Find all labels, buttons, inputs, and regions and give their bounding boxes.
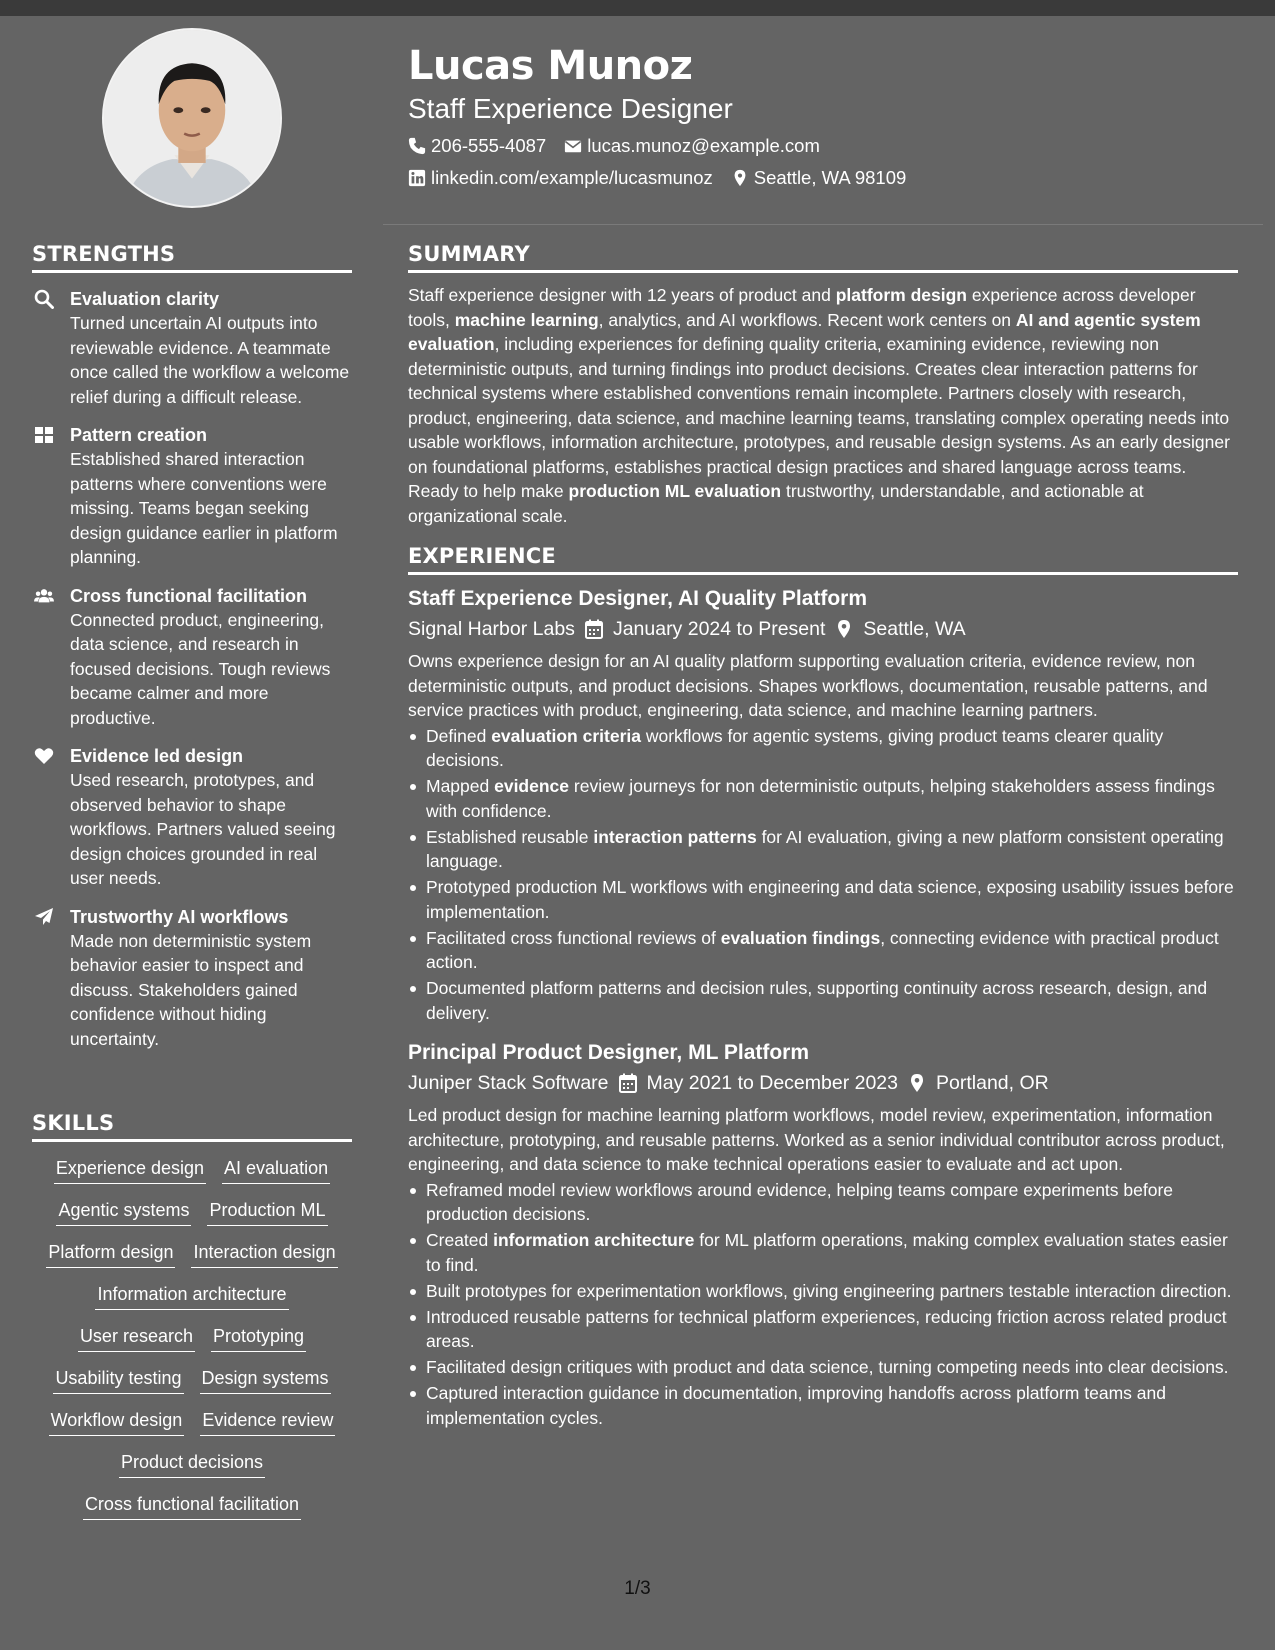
strength-description: Established shared interaction patterns where conventions were missing. Teams began seeking design guidance earlier in platform planning. bbox=[70, 449, 338, 567]
text-run: Defined bbox=[426, 725, 492, 746]
text-run: Reframed model review workflows around evidence, helping teams compare experiments before production decisions. bbox=[426, 1179, 1174, 1224]
top-bar bbox=[0, 0, 1275, 16]
bullet-item bbox=[408, 1228, 1238, 1277]
summary-heading: SUMMARY bbox=[408, 242, 1238, 273]
strength-evaluation-clarity bbox=[32, 287, 352, 409]
text-run: review journeys for non deterministic outputs, helping stakeholders assess findings with confidence. bbox=[426, 776, 1215, 821]
bullet-item bbox=[408, 825, 1238, 874]
summary-text bbox=[408, 283, 1238, 528]
bullet-item bbox=[408, 1305, 1238, 1354]
resume-page bbox=[0, 16, 1275, 1650]
phone-number: 206-555-4087 bbox=[431, 135, 547, 156]
emphasis-text: interaction patterns bbox=[593, 826, 757, 847]
job-description: Led product design for machine learning platform workflows, model review, experimentation, information architecture, prototyping, and reusable patterns. Worked as a senior individual contributor across product, engineering, and data science to make technical operations easier to evaluate and act upon. bbox=[408, 1105, 1225, 1174]
skill-tag: Interaction design bbox=[191, 1239, 337, 1268]
text-run: Prototyped production ML workflows with engineering and data science, exposing usability issues before implementation. bbox=[426, 877, 1234, 922]
users-icon bbox=[34, 586, 54, 606]
linkedin-contact[interactable] bbox=[408, 166, 713, 190]
map-pin-icon bbox=[835, 619, 853, 639]
skills-section bbox=[32, 1111, 352, 1520]
bullet-item bbox=[408, 875, 1238, 924]
linkedin-url[interactable]: linkedin.com/example/lucasmunoz bbox=[431, 167, 713, 188]
page-number: 1/3 bbox=[624, 1578, 651, 1599]
bullet-item bbox=[408, 1381, 1238, 1430]
job-location: Portland, OR bbox=[936, 1072, 1049, 1094]
skill-row bbox=[32, 1365, 352, 1394]
location-text: Seattle, WA 98109 bbox=[753, 167, 907, 188]
bullet-item bbox=[408, 1355, 1238, 1380]
job-description: Owns experience design for an AI quality platform supporting evaluation criteria, evidence review, non deterministic outputs, and product decisions. Shapes workflows, documentation, reusable patterns, and service practices with product, engineering, data science, and machine learning partners. bbox=[408, 651, 1208, 720]
bullet-item bbox=[408, 976, 1238, 1025]
company-name: Signal Harbor Labs bbox=[408, 618, 575, 640]
strength-title: Evidence led design bbox=[70, 746, 244, 766]
text-run: Facilitated cross functional reviews of bbox=[426, 927, 721, 948]
company-name: Juniper Stack Software bbox=[408, 1072, 609, 1094]
skill-tag: Platform design bbox=[46, 1239, 175, 1268]
skill-tag: Design systems bbox=[200, 1365, 331, 1394]
paper-plane-icon bbox=[34, 907, 54, 927]
emphasis-text: evaluation criteria bbox=[491, 725, 641, 746]
text-run: Documented platform patterns and decision rules, supporting continuity across research, design, and delivery. bbox=[426, 978, 1208, 1023]
strength-trustworthy-ai-workflows bbox=[32, 905, 352, 1052]
skills-heading: SKILLS bbox=[32, 1111, 352, 1142]
strengths-heading: STRENGTHS bbox=[32, 242, 352, 273]
emphasis-text: production ML evaluation bbox=[568, 481, 782, 501]
job-bullets bbox=[408, 1178, 1238, 1431]
skill-tag: Agentic systems bbox=[56, 1197, 191, 1226]
map-pin-icon bbox=[731, 169, 749, 187]
calendar-icon bbox=[619, 1073, 637, 1093]
grid-icon bbox=[34, 425, 54, 445]
emphasis-text: information architecture bbox=[493, 1230, 695, 1250]
contact-row-1 bbox=[408, 134, 820, 158]
strength-description: Used research, prototypes, and observed behavior to shape workflows. Partners valued seeing design choices grounded in real user needs. bbox=[70, 770, 336, 888]
bullet-item bbox=[408, 1279, 1238, 1304]
skill-row bbox=[32, 1323, 352, 1352]
text-run: trustworthy, understandable, and actionable at organizational scale. bbox=[408, 481, 1144, 526]
job-meta bbox=[408, 1069, 1238, 1097]
job-location: Seattle, WA bbox=[863, 618, 966, 640]
text-run: Introduced reusable patterns for technical platform experiences, reducing friction across related product areas. bbox=[426, 1306, 1227, 1351]
emphasis-text: evaluation findings bbox=[720, 927, 881, 948]
job-meta bbox=[408, 615, 1238, 643]
contact-row-2 bbox=[408, 166, 906, 190]
skill-tag: AI evaluation bbox=[222, 1155, 330, 1184]
text-run: Facilitated design critiques with product and data science, turning competing needs into clear decisions. bbox=[426, 1357, 1229, 1377]
job-dates: January 2024 to Present bbox=[612, 618, 826, 640]
text-run: workflows for agentic systems, giving product teams clearer quality decisions. bbox=[426, 725, 1164, 770]
job-title: Staff Experience Designer, AI Quality Platform bbox=[408, 587, 868, 610]
phone-contact bbox=[408, 134, 546, 158]
bullet-item bbox=[408, 1178, 1238, 1227]
text-run: for ML platform operations, making complex evaluation states easier to find. bbox=[426, 1230, 1228, 1275]
text-run: Mapped bbox=[426, 776, 495, 796]
strength-description: Connected product, engineering, data science, and research in focused decisions. Tough reviews became calmer and more productive. bbox=[70, 609, 331, 728]
text-run: Staff experience designer with 12 years of product and bbox=[408, 285, 836, 305]
text-run: Created bbox=[426, 1230, 494, 1250]
skill-row bbox=[32, 1155, 352, 1184]
job-dates: May 2021 to December 2023 bbox=[646, 1072, 898, 1094]
text-run: experience across developer tools, bbox=[408, 285, 1196, 330]
bullet-item bbox=[408, 724, 1238, 773]
skill-row bbox=[32, 1239, 352, 1268]
heart-icon bbox=[34, 746, 54, 766]
candidate-name: Lucas Munoz bbox=[408, 43, 693, 89]
skill-tag: Workflow design bbox=[49, 1407, 185, 1436]
email-contact[interactable] bbox=[564, 134, 820, 158]
avatar-portrait bbox=[104, 30, 280, 206]
skill-tag: Cross functional facilitation bbox=[83, 1491, 301, 1520]
skill-tag: User research bbox=[78, 1323, 195, 1352]
strength-title: Trustworthy AI workflows bbox=[70, 906, 289, 927]
text-run: , analytics, and AI workflows. Recent work centers on bbox=[598, 309, 1016, 330]
candidate-role: Staff Experience Designer bbox=[408, 93, 733, 124]
linkedin-icon bbox=[408, 169, 426, 187]
skill-row bbox=[32, 1449, 352, 1478]
text-run: Built prototypes for experimentation workflows, giving engineering partners testable interaction direction. bbox=[426, 1280, 1232, 1301]
strength-title: Pattern creation bbox=[70, 425, 208, 445]
header-divider bbox=[383, 224, 1263, 225]
strength-pattern-creation bbox=[32, 423, 352, 570]
summary-section bbox=[408, 242, 1238, 528]
strength-title: Cross functional facilitation bbox=[70, 585, 308, 606]
emphasis-text: evidence bbox=[494, 776, 570, 796]
skill-tag: Information architecture bbox=[95, 1281, 288, 1310]
strength-description: Made non deterministic system behavior easier to inspect and discuss. Stakeholders gained confidence without hiding uncertainty. bbox=[70, 930, 312, 1049]
skill-tag: Prototyping bbox=[211, 1323, 306, 1352]
job-entry bbox=[408, 585, 1238, 1025]
skill-row bbox=[32, 1407, 352, 1436]
skill-row bbox=[32, 1197, 352, 1226]
emphasis-text: platform design bbox=[835, 285, 967, 305]
text-run: Established reusable bbox=[426, 826, 594, 847]
text-run: , including experiences for defining quality criteria, examining evidence, reviewing non deterministic outputs, and turning findings into product decisions. Creates clear interaction patterns for technical systems where established conventions remain incomplete. Partners closely with research, product, engineering, data science, and machine learning teams, translating complex operating needs into usable workflows, information architecture, prototypes, and reusable design systems. As an early designer on foundational platforms, establishes practical design practices and shared language across teams. Ready to help make bbox=[408, 334, 1230, 501]
avatar bbox=[102, 28, 282, 208]
skill-row bbox=[32, 1491, 352, 1520]
email-address[interactable]: lucas.munoz@example.com bbox=[587, 135, 820, 156]
experience-section bbox=[408, 544, 1238, 1432]
skill-tag: Experience design bbox=[54, 1155, 206, 1184]
text-run: , connecting evidence with practical product action. bbox=[426, 927, 1219, 972]
emphasis-text: AI and agentic system evaluation bbox=[408, 309, 1201, 354]
job-entry bbox=[408, 1039, 1238, 1430]
bullet-item bbox=[408, 774, 1238, 823]
emphasis-text: machine learning bbox=[454, 309, 599, 330]
strength-description: Turned uncertain AI outputs into reviewable evidence. A teammate once called the workflow a welcome relief during a difficult release. bbox=[70, 313, 350, 407]
envelope-icon bbox=[564, 137, 582, 155]
experience-heading: EXPERIENCE bbox=[408, 544, 1238, 575]
skill-tag: Evidence review bbox=[200, 1407, 335, 1436]
bullet-item bbox=[408, 926, 1238, 975]
location-contact bbox=[731, 166, 907, 190]
calendar-icon bbox=[585, 619, 603, 639]
skill-tag: Product decisions bbox=[119, 1449, 265, 1478]
strength-cross-functional-facilitation bbox=[32, 584, 352, 731]
strength-title: Evaluation clarity bbox=[70, 289, 220, 309]
strength-evidence-led-design bbox=[32, 744, 352, 891]
skill-tag: Production ML bbox=[207, 1197, 327, 1226]
skill-tag: Usability testing bbox=[53, 1365, 183, 1394]
map-pin-icon bbox=[908, 1073, 926, 1093]
job-title: Principal Product Designer, ML Platform bbox=[408, 1041, 810, 1064]
search-icon bbox=[34, 289, 54, 309]
text-run: for AI evaluation, giving a new platform consistent operating language. bbox=[426, 826, 1224, 871]
skill-row bbox=[32, 1281, 352, 1310]
strengths-section bbox=[32, 242, 352, 1051]
phone-icon bbox=[408, 137, 426, 155]
text-run: Captured interaction guidance in documentation, improving handoffs across platform teams and implementation cycles. bbox=[426, 1383, 1166, 1428]
job-bullets bbox=[408, 724, 1238, 1026]
